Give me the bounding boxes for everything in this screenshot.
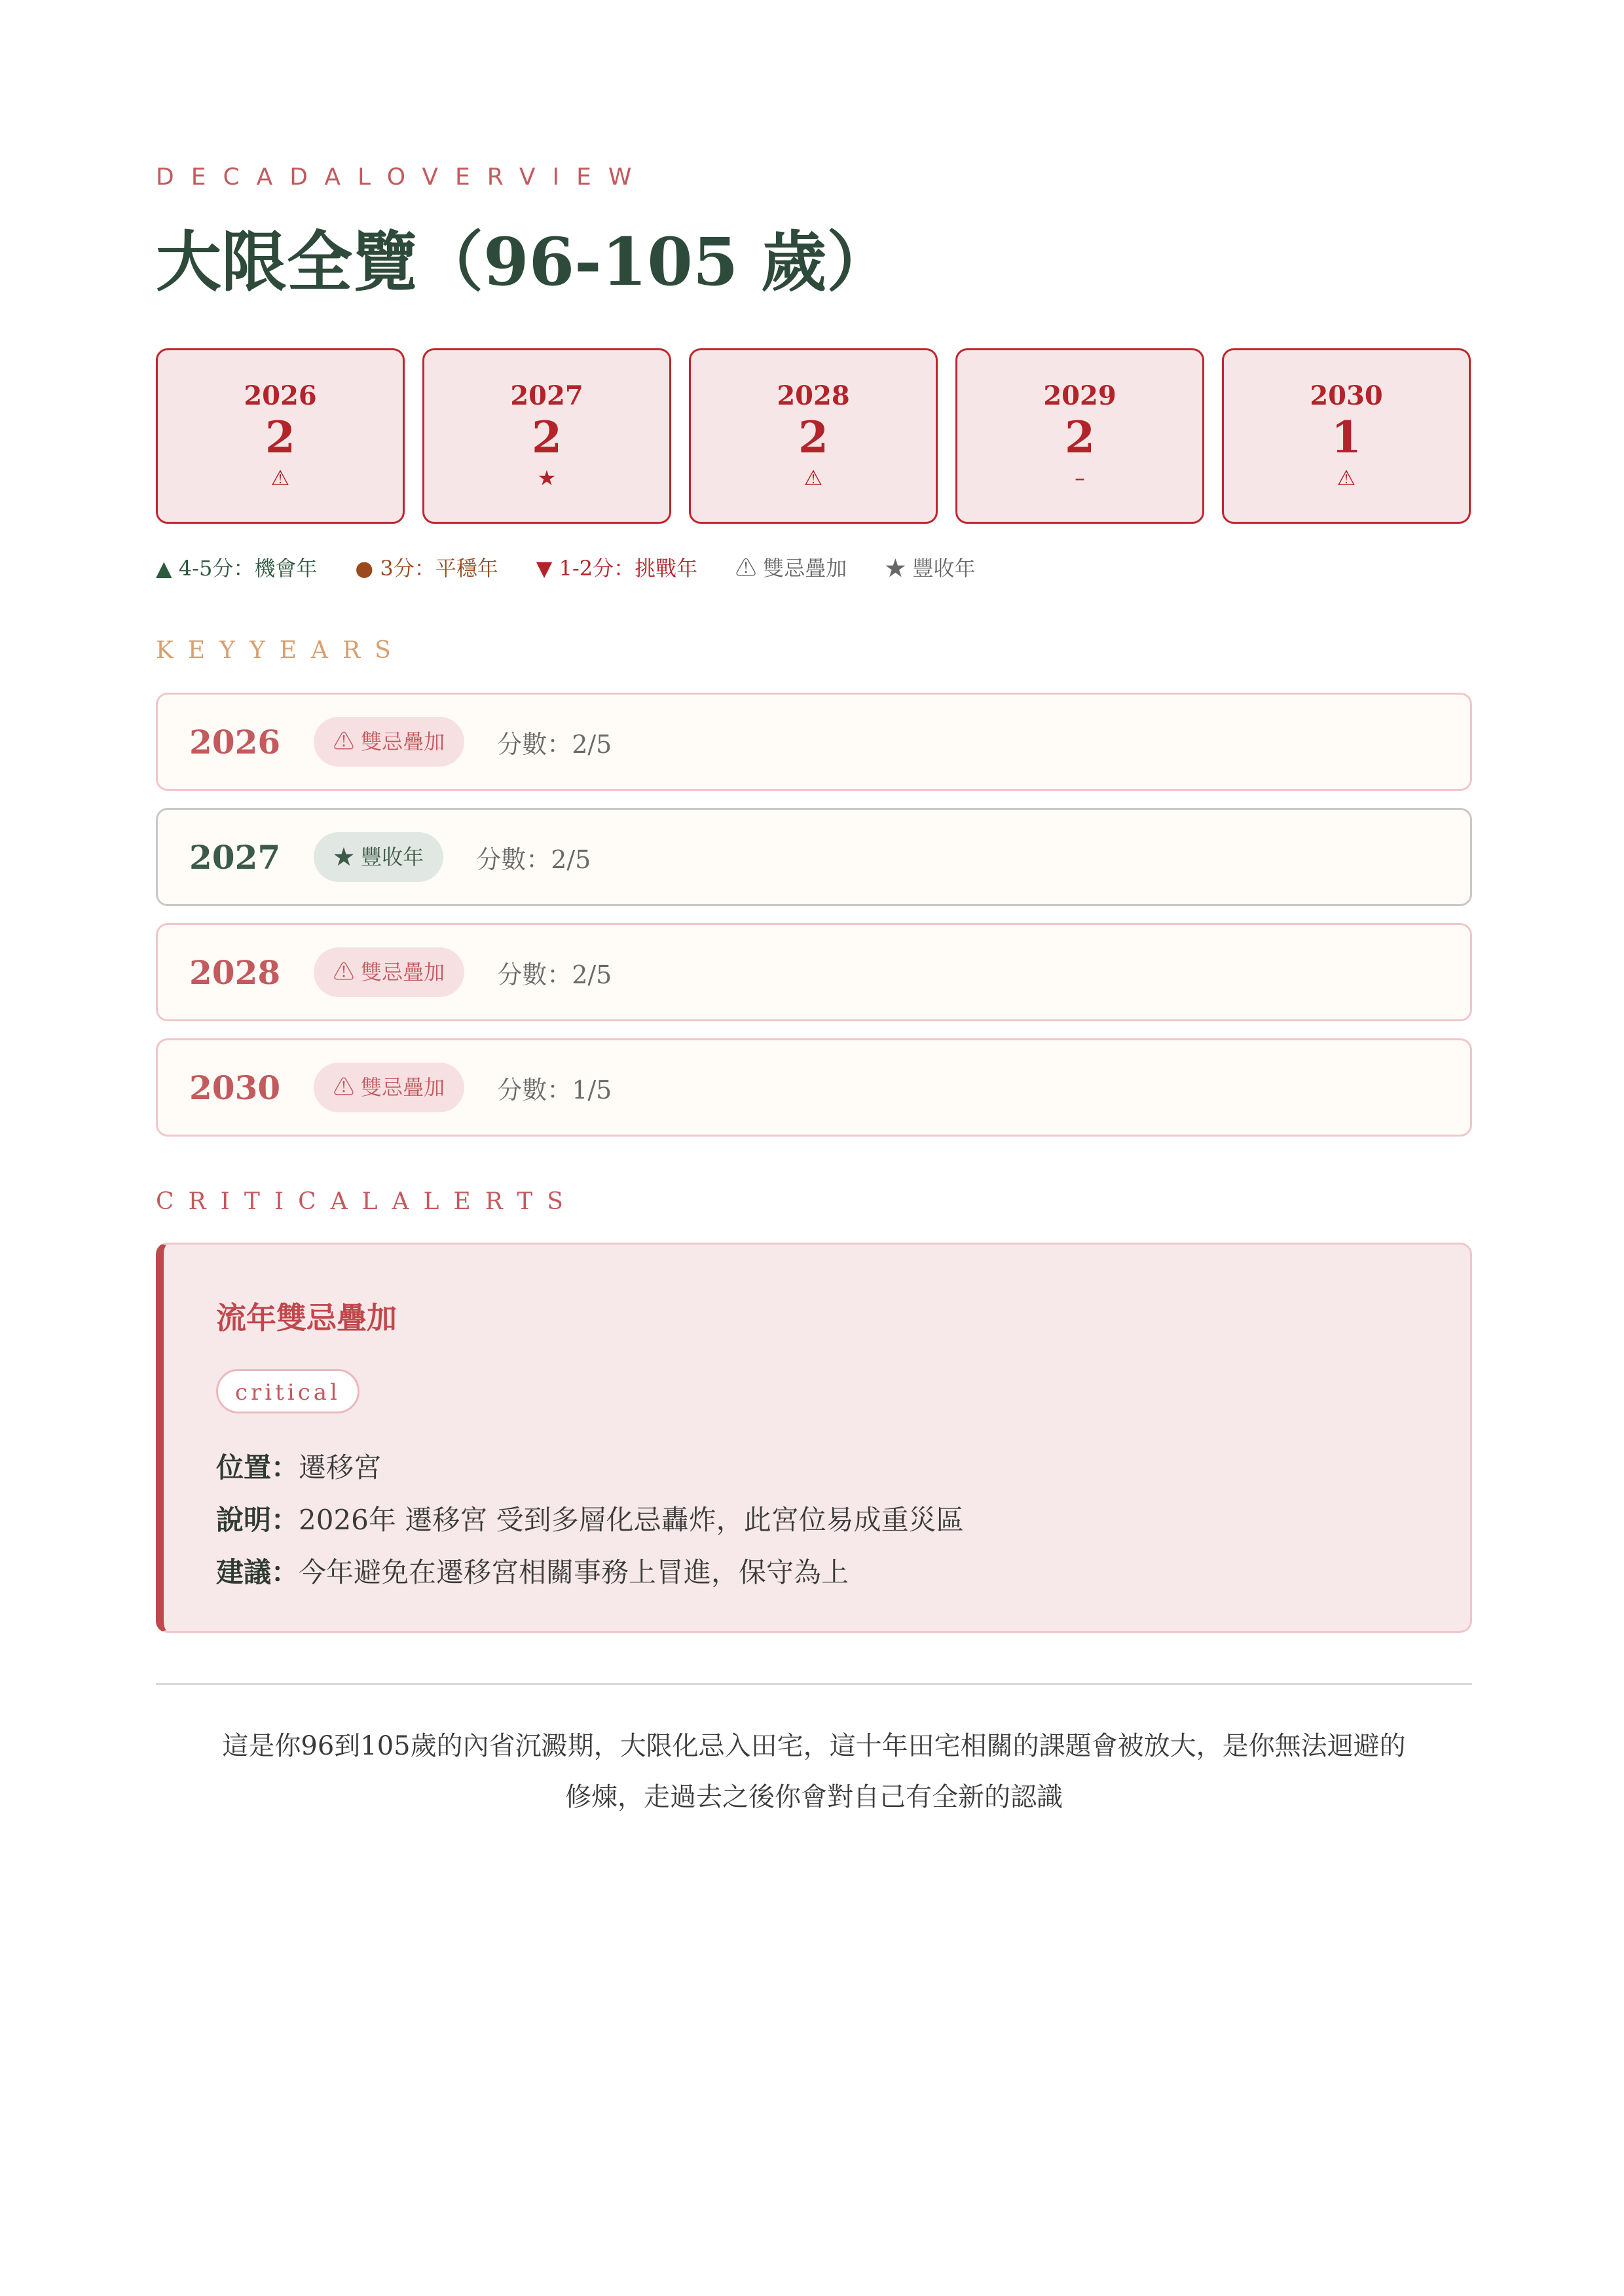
divider [156, 1683, 1472, 1685]
key-year-row[interactable] [156, 1038, 1472, 1137]
dash-icon: – [1075, 465, 1085, 491]
alert-title: 流年雙忌疊加 [216, 1300, 397, 1336]
page-title: 大限全覽（96-105 歲） [156, 223, 893, 301]
year-card-year: 2030 [1310, 380, 1383, 411]
warning-icon: ⚠ [803, 465, 823, 491]
year-card-year: 2029 [1043, 380, 1116, 411]
year-card-2026[interactable] [156, 348, 405, 524]
alert-description [216, 1499, 964, 1538]
year-card-score: 2 [798, 412, 828, 463]
key-year: 2027 [189, 837, 281, 877]
year-card-score: 2 [532, 412, 562, 463]
alert-description-value: 2026年 遷移宮 受到多層化忌轟炸，此宮位易成重災區 [299, 1504, 964, 1536]
legend-harvest-year: ★ 豐收年 [885, 556, 976, 581]
year-card-score: 2 [265, 412, 295, 463]
year-card-2027[interactable] [422, 348, 671, 524]
key-year: 2030 [189, 1068, 281, 1107]
legend-double-ji: ⚠ 雙忌疊加 [735, 556, 847, 581]
legend-challenge-year: ▼ 1-2分：挑戰年 [536, 556, 698, 581]
key-years-heading: KEYYEARS [156, 637, 405, 664]
critical-alerts-heading: CRITICALALERTS [156, 1188, 578, 1215]
key-year-score: 分數：2/5 [476, 845, 591, 874]
eyebrow-label: DECADALOVERVIEW [156, 164, 649, 191]
key-year-row[interactable] [156, 808, 1472, 906]
severity-badge: critical [216, 1369, 360, 1413]
legend-opportunity-year: ▲ 4-5分：機會年 [156, 556, 318, 581]
alert-position-value: 遷移宮 [299, 1451, 382, 1484]
alert-description-label: 說明： [216, 1504, 299, 1536]
score-legend [156, 552, 976, 582]
year-cards [156, 348, 1472, 524]
summary-line-1: 這是你96到105歲的內省沉澱期，大限化忌入田宅，這十年田宅相關的課題會被放大，是你無法迴避的 [222, 1731, 1406, 1761]
status-badge: ⚠ 雙忌疊加 [314, 947, 464, 997]
key-year-score: 分數：1/5 [497, 1075, 612, 1104]
summary-line-2: 修煉，走過去之後你會對自己有全新的認識 [565, 1782, 1063, 1812]
alert-position-label: 位置： [216, 1451, 299, 1484]
status-badge: ⚠ 雙忌疊加 [314, 717, 464, 767]
alert-position [216, 1446, 381, 1485]
warning-icon: ⚠ [270, 465, 290, 491]
alert-advice-value: 今年避免在遷移宮相關事務上冒進，保守為上 [299, 1556, 849, 1588]
year-card-score: 1 [1331, 412, 1361, 463]
summary-paragraph [182, 1721, 1446, 1823]
year-card-2028[interactable] [689, 348, 938, 524]
year-card-score: 2 [1065, 412, 1095, 463]
key-year-score: 分數：2/5 [497, 729, 612, 759]
year-card-year: 2028 [777, 380, 850, 411]
key-year: 2026 [189, 722, 281, 761]
year-card-year: 2027 [510, 380, 583, 411]
key-year-row[interactable] [156, 923, 1472, 1021]
alert-advice-label: 建議： [216, 1556, 299, 1588]
year-card-2029[interactable] [955, 348, 1204, 524]
star-icon: ★ [537, 465, 557, 491]
status-badge: ★ 豐收年 [314, 832, 443, 882]
warning-icon: ⚠ [1337, 465, 1356, 491]
status-badge: ⚠ 雙忌疊加 [314, 1063, 464, 1112]
key-year-score: 分數：2/5 [497, 960, 612, 989]
critical-alert-card [156, 1243, 1472, 1633]
alert-advice [216, 1551, 849, 1590]
year-card-year: 2026 [244, 380, 317, 411]
year-card-2030[interactable] [1222, 348, 1471, 524]
legend-stable-year: ● 3分：平穩年 [355, 556, 498, 581]
key-year: 2028 [189, 953, 281, 992]
key-year-row[interactable] [156, 693, 1472, 791]
